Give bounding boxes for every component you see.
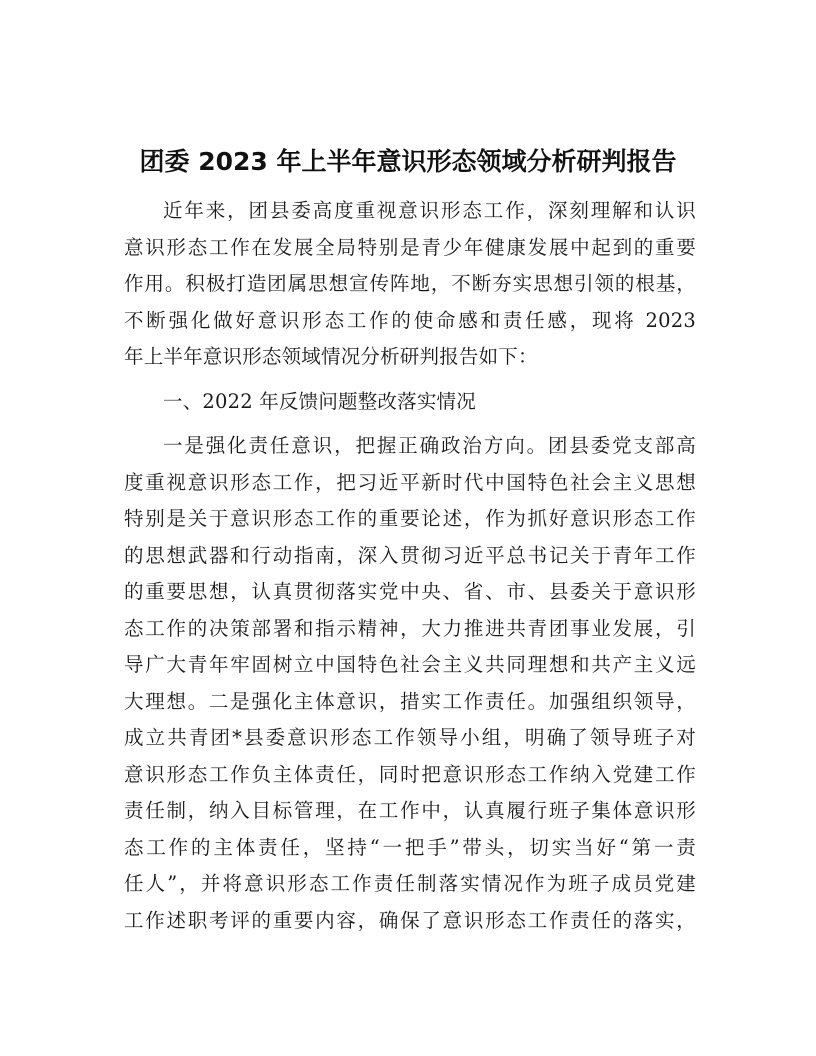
paragraph-line: 年上半年意识形态领域情况分析研判报告如下： <box>124 345 538 368</box>
paragraph-line: 任人”，并将意识形态工作责任制落实情况作为班子成员党建 <box>124 872 696 895</box>
paragraph-line: 态工作的决策部署和指示精神，大力推进共青团事业发展，引 <box>124 616 696 640</box>
paragraph-line: 态工作的主体责任，坚持“一把手”带头，切实当好“第一责 <box>124 835 696 859</box>
paragraph-line: 责任制，纳入目标管理，在工作中，认真履行班子集体意识形 <box>124 799 696 822</box>
paragraph-line: 度重视意识形态工作，把习近平新时代中国特色社会主义思想 <box>124 470 696 494</box>
paragraph-line: 特别是关于意识形态工作的重要论述，作为抓好意识形态工作 <box>124 507 696 530</box>
paragraph-line: 导广大青年牢固树立中国特色社会主义共同理想和共产主义远 <box>124 653 696 676</box>
paragraph-intro <box>124 193 696 376</box>
paragraph-line: 大理想。二是强化主体意识，措实工作责任。加强组织领导， <box>124 689 696 713</box>
paragraph-line: 意识形态工作负主体责任，同时把意识形态工作纳入党建工作 <box>124 762 696 786</box>
paragraph-line: 工作述职考评的重要内容，确保了意识形态工作责任的落实， <box>124 908 696 932</box>
document-body <box>124 193 696 939</box>
paragraph-line: 成立共青团*县委意识形态工作领导小组，明确了领导班子对 <box>124 726 696 749</box>
paragraph-section-1 <box>124 428 696 939</box>
paragraph-line: 的重要思想，认真贯彻落实党中央、省、市、县委关于意识形 <box>124 580 696 603</box>
section-heading-text: 一、2022 年反馈问题整改落实情况 <box>163 389 476 413</box>
paragraph-line: 近年来，团县委高度重视意识形态工作，深刻理解和认识 <box>163 199 696 222</box>
paragraph-line: 作用。积极打造团属思想宣传阵地，不断夯实思想引领的根基， <box>124 272 696 295</box>
paragraph-line: 不断强化做好意识形态工作的使命感和责任感，现将 2023 <box>124 308 696 332</box>
document-title: 团委 2023 年上半年意识形态领域分析研判报告 <box>139 147 677 176</box>
section-heading <box>124 384 696 421</box>
paragraph-line: 的思想武器和行动指南，深入贯彻习近平总书记关于青年工作 <box>124 543 696 567</box>
paragraph-line: 意识形态工作在发展全局特别是青少年健康发展中起到的重要 <box>124 235 696 259</box>
paragraph-line: 一是强化责任意识，把握正确政治方向。团县委党支部高 <box>163 434 696 457</box>
